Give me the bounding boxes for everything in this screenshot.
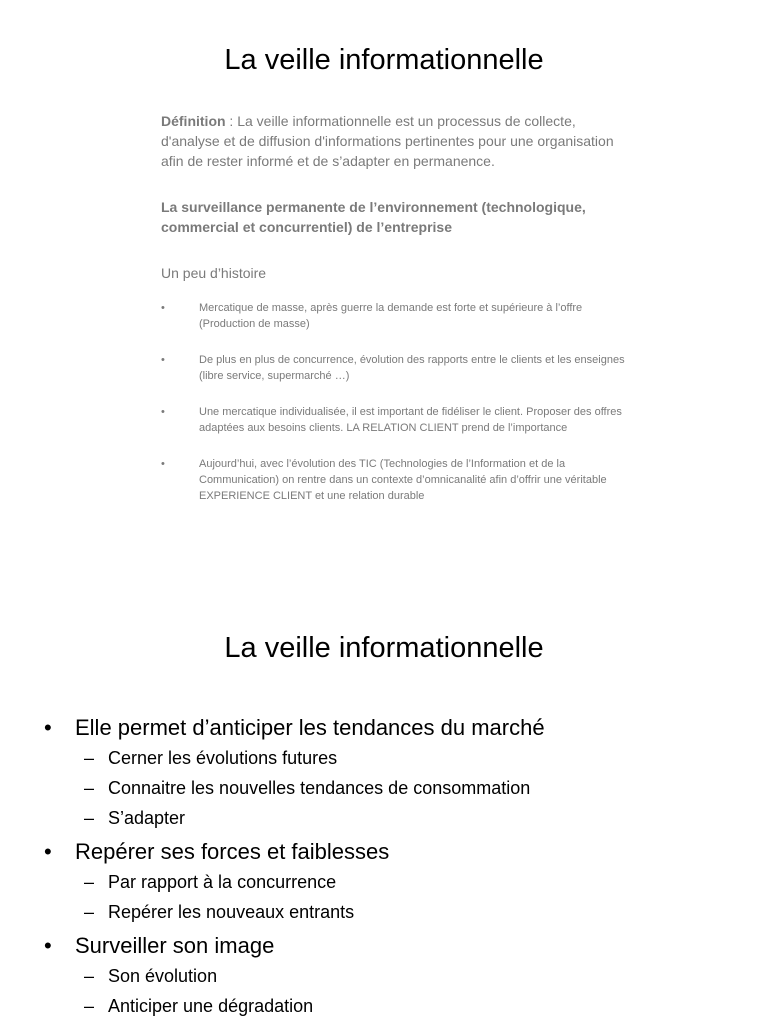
bullet-icon: • — [44, 933, 52, 958]
main-list-item — [44, 713, 744, 833]
history-item — [161, 404, 636, 436]
sub-list — [75, 961, 744, 1021]
surveillance-statement: La surveillance permanente de l’environnement (technologique, commercial et concurrentiel) de l’entreprise — [161, 199, 586, 235]
sub-list — [75, 867, 744, 927]
dash-icon: – — [84, 902, 95, 922]
history-item-text: Mercatique de masse, après guerre la demande est forte et supérieure à l’offre (Production de masse) — [199, 302, 583, 330]
dash-icon: – — [84, 872, 95, 892]
bullet-icon: • — [161, 406, 165, 418]
definition-paragraph — [161, 111, 636, 171]
sub-list-item — [75, 961, 744, 991]
sub-list-item — [75, 773, 744, 803]
sub-item-text: Connaitre les nouvelles tendances de consommation — [108, 778, 531, 798]
main-item-text: Repérer ses forces et faiblesses — [75, 839, 390, 864]
bullet-icon: • — [161, 354, 165, 366]
history-item-text: De plus en plus de concurrence, évolution des rapports entre le clients et les enseignes (libre service, supermarché …) — [199, 354, 625, 382]
history-item-text: Aujourd’hui, avec l’évolution des TIC (Technologies de l’Information et de la Communication) on rentre dans un contexte d’omnicanalité afin d’offrir une véritable EXPERIENCE CLIENT et une relation durable — [199, 458, 607, 502]
sub-list-item — [75, 867, 744, 897]
sub-item-text: S’adapter — [108, 808, 186, 828]
sub-list-item — [75, 803, 744, 833]
history-item-text: Une mercatique individualisée, il est important de fidéliser le client. Proposer des offres adaptées aux besoins clients. LA RELATION CLIENT prend de l’importance — [199, 406, 622, 434]
main-list-item — [44, 931, 744, 1021]
definition-text: : La veille informationnelle est un processus de collecte, d'analyse et de diffusion d'informations pertinentes pour une organisation afin de rester informé et de s’adapter en permanence. — [161, 113, 614, 169]
dash-icon: – — [84, 966, 95, 986]
bullet-icon: • — [161, 302, 165, 314]
history-list — [161, 300, 636, 524]
bullet-icon: • — [44, 715, 52, 740]
slide-2-title: La veille informationnelle — [224, 632, 544, 664]
dash-icon: – — [84, 778, 95, 798]
history-item — [161, 352, 636, 384]
definition-label: Définition — [161, 113, 226, 129]
sub-list-item — [75, 991, 744, 1021]
bullet-icon: • — [44, 839, 52, 864]
sub-list-item — [75, 897, 744, 927]
sub-item-text: Repérer les nouveaux entrants — [108, 902, 355, 922]
sub-item-text: Cerner les évolutions futures — [108, 748, 338, 768]
main-bullet-list — [44, 713, 744, 1021]
dash-icon: – — [84, 808, 95, 828]
main-list-item — [44, 837, 744, 927]
slide-1-title: La veille informationnelle — [224, 44, 544, 76]
dash-icon: – — [84, 996, 95, 1016]
history-item — [161, 456, 636, 504]
sub-list — [75, 743, 744, 833]
bullet-icon: • — [161, 458, 165, 470]
sub-item-text: Par rapport à la concurrence — [108, 872, 337, 892]
sub-item-text: Son évolution — [108, 966, 218, 986]
dash-icon: – — [84, 748, 95, 768]
main-item-text: Surveiller son image — [75, 933, 275, 958]
slide-2 — [0, 580, 768, 1024]
history-item — [161, 300, 636, 332]
main-item-text: Elle permet d’anticiper les tendances du marché — [75, 715, 545, 740]
history-heading: Un peu d’histoire — [161, 265, 267, 281]
sub-item-text: Anticiper une dégradation — [108, 996, 314, 1016]
sub-list-item — [75, 743, 744, 773]
